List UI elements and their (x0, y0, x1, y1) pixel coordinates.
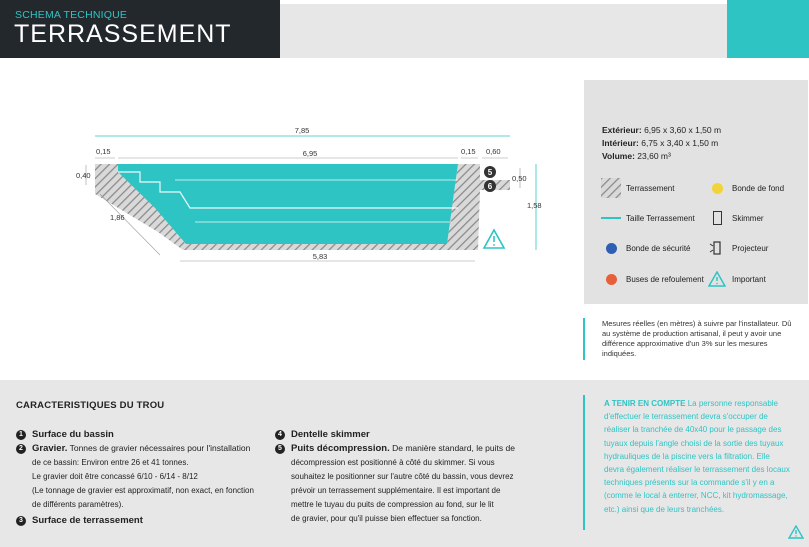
marker-6 (484, 180, 496, 192)
tip-text: A TENIR EN COMPTE La personne responsable d'effectuer le terrassement devra s'occuper de réaliser la tranchée de 40x40 pour le passage des tuyaux depuis l'angle choisi de la sortie des tuyaux hydrauliques de la piscine vers la filtration. Elle devra également réaliser le terrassement des locaux techniques présents sur la commande s'il y en a (comme le local à enterrer, NCC, kit hydromassage, etc.) ainsi que de leurs tranchées. (604, 399, 790, 514)
dim-label-slope: 1,86 (110, 213, 125, 222)
item-5-line: de gravier, pour qu'il puisse bien effectuer sa fonction. (291, 514, 482, 523)
blue-dot-icon (600, 237, 622, 259)
item-4: 4 Dentelle skimmer (275, 428, 370, 441)
yellow-dot-icon (706, 177, 728, 199)
corner-warning-icon (788, 525, 804, 539)
legend-bonde-secu: Bonde de sécurité (600, 237, 691, 259)
dim-label-skimmer-width: 0,60 (486, 147, 501, 156)
spec-volume: Volume: 23,60 m³ (602, 151, 671, 161)
item-2-line: de différents paramètres). (32, 500, 124, 509)
legend-skimmer: Skimmer (706, 207, 764, 229)
dim-label-right-edge: 0,15 (461, 147, 476, 156)
svg-text:6: 6 (487, 182, 493, 191)
item-5-line: souhaitez le positionner sur l'autre côté du bassin, vous devrez (291, 472, 514, 481)
dim-label-total-height: 1,58 (527, 201, 542, 210)
item-1: 1 Surface du bassin (16, 428, 114, 441)
item-2-line: de ce bassin: Environ entre 26 et 41 tonnes. (32, 458, 189, 467)
item-2: 2 Gravier. Tonnes de gravier nécessaires pour l'installation (16, 442, 250, 455)
specs-legend-panel (584, 80, 808, 304)
legend-important: Important (706, 268, 766, 290)
measurement-note: Mesures réelles (en mètres) à suivre par l'installateur. Dû au système de production artisanal, il peut y avoir une différence approximative d'un 3% sur les mesures indiquées. (602, 319, 792, 358)
dim-label-inner: 6,95 (302, 149, 318, 158)
section-title: CARACTERISTIQUES DU TROU (16, 400, 165, 411)
tip-accent-bar (583, 395, 585, 530)
warning-icon (484, 230, 504, 248)
item-5: 5 Puits décompression. De manière standard, le puits de (275, 442, 515, 455)
pool-cross-section-diagram (0, 120, 580, 280)
hatched-swatch-icon (600, 177, 622, 199)
dim-label-skimmer-height: 0,50 (512, 174, 527, 183)
legend-terrassement: Terrassement (600, 177, 674, 199)
item-5-line: décompression est positionné à côté du skimmer. Si vous (291, 458, 495, 467)
teal-line-icon (600, 207, 622, 229)
legend-taille: Taille Terrassement (600, 207, 695, 229)
marker-5 (484, 166, 496, 178)
legend-buses: Buses de refoulement (600, 268, 704, 290)
item-3: 3 Surface de terrassement (16, 514, 143, 527)
spec-exterieur: Extérieur: 6,95 x 3,60 x 1,50 m (602, 125, 722, 135)
item-2-line: Le gravier doit être concassé 6/10 - 6/14 - 8/12 (32, 472, 198, 481)
spec-interieur: Intérieur: 6,75 x 3,40 x 1,50 m (602, 138, 719, 148)
orange-dot-icon (600, 268, 622, 290)
skimmer-icon (706, 207, 728, 229)
warning-triangle-icon (706, 268, 728, 290)
dim-label-left-height: 0,40 (76, 171, 91, 180)
legend-projecteur: Projecteur (706, 237, 768, 259)
page-title: TERRASSEMENT (14, 20, 232, 48)
header-gray-band (280, 4, 727, 58)
header-subtitle: SCHEMA TECHNIQUE (15, 9, 128, 21)
item-2-line: (Le tonnage de gravier est approximatif, non exact, en fonction (32, 486, 254, 495)
svg-text:5: 5 (487, 168, 493, 177)
dim-label-total: 7,85 (294, 126, 310, 135)
item-5-line: prévoir un terrassement supplémentaire. Il est important de (291, 486, 501, 495)
projector-icon (706, 237, 728, 259)
header-teal-block (727, 0, 809, 58)
dim-label-left-edge: 0,15 (96, 147, 111, 156)
dimension-total-top (95, 126, 510, 136)
dim-label-bottom: 5,83 (312, 252, 328, 261)
item-5-line: mettre le tuyau du puits de compression au fond, sur le lit (291, 500, 494, 509)
note-accent-bar (583, 318, 585, 360)
legend-bonde-fond: Bonde de fond (706, 177, 784, 199)
